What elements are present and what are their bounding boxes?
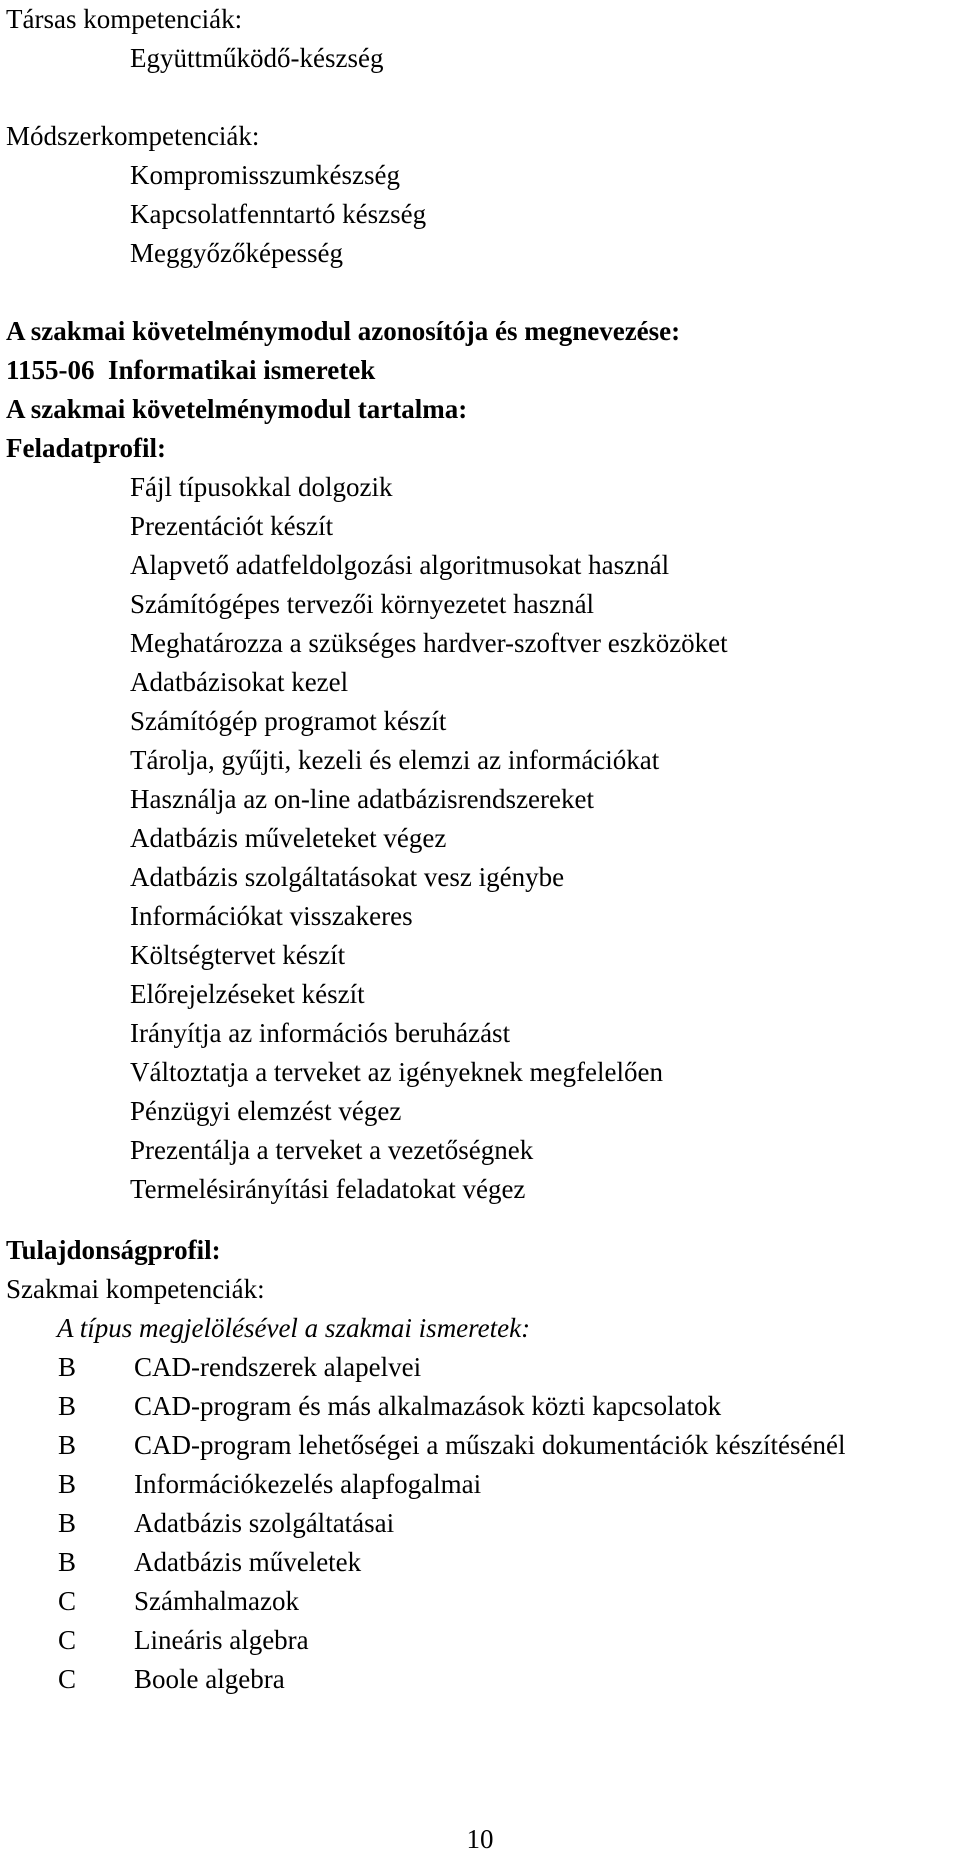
knowledge-text: Lineáris algebra bbox=[134, 1625, 309, 1655]
task-item: Adatbázis műveleteket végez bbox=[130, 823, 447, 853]
social-item: Együttműködő-készség bbox=[130, 43, 384, 73]
knowledge-item bbox=[6, 1543, 954, 1582]
knowledge-text: Információkezelés alapfogalmai bbox=[134, 1469, 482, 1499]
type-code: C bbox=[58, 1586, 77, 1616]
knowledge-text: CAD-program lehetőségei a műszaki dokumentációk készítésénél bbox=[134, 1430, 846, 1460]
knowledge-text: Adatbázis szolgáltatásai bbox=[134, 1508, 395, 1538]
module-id-name: 1155-06 Informatikai ismeretek bbox=[6, 355, 376, 385]
knowledge-item bbox=[6, 1660, 954, 1699]
task-profile-heading: Feladatprofil: bbox=[6, 433, 166, 463]
type-code: B bbox=[58, 1352, 77, 1382]
property-profile-heading: Tulajdonságprofil: bbox=[6, 1235, 221, 1265]
spacer bbox=[6, 1209, 954, 1231]
spacer bbox=[6, 78, 954, 117]
task-item: Fájl típusokkal dolgozik bbox=[130, 472, 393, 502]
type-code: B bbox=[58, 1430, 77, 1460]
task-item: Számítógépes tervezői környezetet használ bbox=[130, 589, 595, 619]
knowledge-text: CAD-rendszerek alapelvei bbox=[134, 1352, 422, 1382]
knowledge-item bbox=[6, 1465, 954, 1504]
method-item: Meggyőzőképesség bbox=[130, 238, 343, 268]
task-item: Irányítja az információs beruházást bbox=[130, 1018, 511, 1048]
task-item: Használja az on-line adatbázisrendszereket bbox=[130, 784, 594, 814]
knowledge-item bbox=[6, 1504, 954, 1543]
knowledge-text: Számhalmazok bbox=[134, 1586, 299, 1616]
task-item: Alapvető adatfeldolgozási algoritmusokat használ bbox=[130, 550, 670, 580]
task-item: Prezentációt készít bbox=[130, 511, 334, 541]
task-item: Változtatja a terveket az igényeknek megfelelően bbox=[130, 1057, 663, 1087]
type-code: B bbox=[58, 1508, 77, 1538]
knowledge-text: CAD-program és más alkalmazások közti kapcsolatok bbox=[134, 1391, 722, 1421]
knowledge-item bbox=[6, 1582, 954, 1621]
task-item: Meghatározza a szükséges hardver-szoftver eszközöket bbox=[130, 628, 728, 658]
knowledge-text: Adatbázis műveletek bbox=[134, 1547, 362, 1577]
task-item: Adatbázisokat kezel bbox=[130, 667, 349, 697]
document-page bbox=[6, 0, 954, 1699]
type-code: C bbox=[58, 1664, 77, 1694]
task-item: Prezentálja a terveket a vezetőségnek bbox=[130, 1135, 534, 1165]
method-item: Kompromisszumkészség bbox=[130, 160, 400, 190]
module-id-heading: A szakmai követelménymodul azonosítója és megnevezése: bbox=[6, 316, 681, 346]
knowledge-item bbox=[6, 1387, 954, 1426]
task-item: Számítógép programot készít bbox=[130, 706, 447, 736]
knowledge-item bbox=[6, 1621, 954, 1660]
knowledge-item bbox=[6, 1426, 954, 1465]
type-code: C bbox=[58, 1625, 77, 1655]
social-competence-heading: Társas kompetenciák: bbox=[6, 4, 243, 34]
task-item: Előrejelzéseket készít bbox=[130, 979, 365, 1009]
module-content-heading: A szakmai követelménymodul tartalma: bbox=[6, 394, 468, 424]
knowledge-list bbox=[6, 1348, 954, 1699]
task-item: Adatbázis szolgáltatásokat vesz igénybe bbox=[130, 862, 565, 892]
task-profile-list bbox=[6, 468, 954, 1209]
knowledge-item bbox=[6, 1348, 954, 1387]
page-number: 10 bbox=[466, 1824, 494, 1854]
type-code: B bbox=[58, 1547, 77, 1577]
task-item: Pénzügyi elemzést végez bbox=[130, 1096, 402, 1126]
task-item: Költségtervet készít bbox=[130, 940, 346, 970]
task-item: Termelésirányítási feladatokat végez bbox=[130, 1174, 526, 1204]
knowledge-text: Boole algebra bbox=[134, 1664, 285, 1694]
task-item: Tárolja, gyűjti, kezeli és elemzi az információkat bbox=[130, 745, 660, 775]
type-code: B bbox=[58, 1391, 77, 1421]
method-competence-heading: Módszerkompetenciák: bbox=[6, 121, 260, 151]
task-item: Információkat visszakeres bbox=[130, 901, 413, 931]
knowledge-intro: A típus megjelölésével a szakmai ismeretek: bbox=[57, 1313, 531, 1343]
professional-competence-heading: Szakmai kompetenciák: bbox=[6, 1274, 265, 1304]
type-code: B bbox=[58, 1469, 77, 1499]
spacer bbox=[6, 273, 954, 312]
method-item: Kapcsolatfenntartó készség bbox=[130, 199, 427, 229]
